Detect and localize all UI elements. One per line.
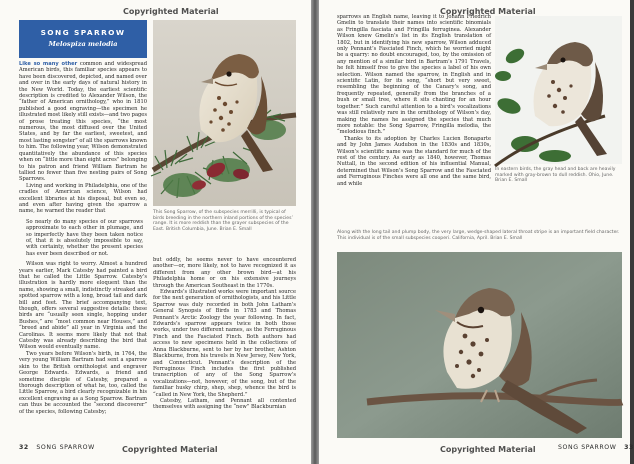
left-folio xyxy=(19,444,95,451)
species-header xyxy=(19,20,147,58)
paragraph: Thanks to its adoption by Charles Lucien Bonaparte and by John James Audubon in the 1830s and 1830s, Wilson’s scientific name was the standard for much of the rest of the century. As early as 1840, however, Thomas Nuttall, in the second edition of his influential Manual, determined that Wilson’s Song Sparrow and the Fasciated and Ferruginous Finches were all one and the same bird, and while xyxy=(337,135,491,187)
page-number-left: 32 xyxy=(19,444,29,451)
bottom-photo-caption: Along with the long tail and plump body, the very large, wedge-shaped lateral throat stripe is an important field character. This individual is of the small subspecies cooperi. California, April. Brian E. Small xyxy=(337,230,620,241)
song-sparrow-photo-merrilli xyxy=(153,20,296,206)
right-folio xyxy=(558,444,634,451)
left-column-text xyxy=(19,61,147,415)
watermark-top-left: Copyrighted Material xyxy=(123,7,219,16)
intro-paragraph: Like so many other common and widespread American birds, this familiar species appears to have been discovered, depicted, and named over and over in the early days of natural history in the New World. Today, the earliest scientific description is credited to Alexander Wilson, the “father of American ornithology,” who in 1810 published a good engraving—the specimen he illustrated most likely still exists—and two pages of prose treating this species, “the most numerous, the most diffused over the United States, and by far the earliest, sweetest, and most lasting songster” of all the sparrows known to him. The following year, Wilson demonstrated quantitatively the abundance of this species when on “little more than eight acres” belonging to his patron and friend William Bartram he tallied no fewer than five nesting pairs of Song Sparrows. xyxy=(19,61,147,183)
watermark-bottom-right: Copyrighted Material xyxy=(440,445,536,454)
paragraph: Two years before Wilson’s birth, in 1764, the very young William Bartram had sent a sparrow skin to the British ornithologist and engraver George Edwards. Edwards, a friend and sometime disciple of Catesby, prepared a thorough description of what he, too, called the Little Sparrow, a bird clearly recognizable in his excellent engraving as a Song Sparrow. Bartram can thus be accounted the “second discoverer” of the species, following Catesby; xyxy=(19,350,147,415)
left-photo-caption: This Song Sparrow, of the subspecies merrilli, is typical of birds breeding in the northern inland portions of the species’ range. It is more reddish than the grayer subspecies of the East. British Columbia, June. Brian E. Small xyxy=(153,210,293,233)
book-gutter xyxy=(311,0,319,464)
paragraph: Wilson was right to worry. Almost a hundred years earlier, Mark Catesby had painted a bird that he called the Little Sparrow. Catesby’s illustration is hardly more eloquent than the name, showing a small, indistinctly streaked and spotted sparrow with a long, broad tail and dark bill and feet. The brief accompanying text, though, offers several suggestive details: these birds are “usually seen single, hopping under Bushes,” are “most common near Houses,” and “breed and abide” all year in Virginia and the Carolinas. It seems more likely that not that Catesby was already describing the bird that Wilson would eventually name. xyxy=(19,261,147,351)
paragraph: Catesby, Latham, and Pennant all contented themselves with assigning the “new” Blackburnian xyxy=(153,397,296,411)
species-scientific-name: Melospiza melodia xyxy=(48,40,118,48)
song-sparrow-photo-eastern xyxy=(495,16,622,164)
paragraph: Edwards’s illustrated works were important source for the next generation of ornithologists, and his Little Sparrow was duly recorded in both John Latham’s General Synopsis of Birds in 1783 and Thomas Pennant’s Arctic Zoology the year following. In fact, Edwards’s sparrow appears twice in both those works, under two different names, as the Ferruginous Finch and the Fasciated Finch. Both authors had access to new specimens held in the collections of Anna Blackburne, sent to her by her brother, Ashton Blackburne, from his travels in New Jersey, New York, and Connecticut. Pennant’s description of the Ferruginous Finch includes the first published transcription of any of the Song Sparrow’s vocalizations—not, however, of the song, but of the familiar husky chirp, shep, shep, whence the bird is “called in New York, the Shepherd.” xyxy=(153,289,296,398)
running-head-right: SONG SPARROW xyxy=(558,444,617,451)
right-column-text xyxy=(337,14,491,187)
sparrow-on-pine-illustration xyxy=(153,20,296,206)
song-sparrow-photo-cooperi xyxy=(337,252,622,438)
species-title: SONG SPARROW xyxy=(40,28,126,37)
paragraph: but oddly, he seems never to have encountered another—or, more likely, not to have recognized it as different from any other brown bird—at his Philadelphia home or on his extensive journeys through the American Southeast in the 1770s. xyxy=(153,257,296,289)
paragraph: Living and working in Philadelphia, one of the cradles of American science, Wilson had excellent libraries at his disposal, but even so, and even after having given the sparrow a name, he warned the reader that xyxy=(19,182,147,215)
page-number-right: 33 xyxy=(624,444,634,451)
sparrow-perched-illustration xyxy=(495,16,622,164)
top-right-photo-caption: In eastern birds, the gray head and back are heavily marked with gray-brown to dull reddish. Ohio, June. Brian E. Small xyxy=(495,167,616,184)
sparrow-on-branch-illustration xyxy=(337,252,622,438)
lead-in: Like so many other xyxy=(19,61,78,67)
paragraph: sparrows an English name, leaving it to Johann Friedrich Gmelin to translate their names into scientific binomials as Fringilla fasciata and Fringilla ferruginea. Alexander Wilson knew Gmelin’s list in its English translation of 1802, but in identifying his new sparrow, Wilson adduced only Pennant’s Fasciated Finch, which he worried might be a quarry: no doubt encouraged, too, by the omission of any mention of a similar bird in Bartram’s 1791 Travels, he felt himself free to give the species a label of his own selection. Wilson named the sparrow, in English and in scientific Latin, for its song, “short but very sweet, resembling the beginning of the Canary’s song, and frequently repeated, generally from the branches of a bush or small tree, where it sits chanting for an hour together.” Such careful attention to a bird’s vocalizations was still relatively rare in the ornithology of Wilson’s day, making the names he assigned the species that much more notable: the Song Sparrow, Fringilla melodia, the “melodious finch.” xyxy=(337,14,491,136)
left-page xyxy=(0,0,311,464)
right-page xyxy=(319,0,634,464)
wilson-quote: So nearly do many species of our sparrows approximate to each other in plumage, and so imperfectly have they been taken notice of, that it is absolutely impossible to say, with certainty, whether the present species has ever been described or not. xyxy=(26,218,143,257)
left-column2-text xyxy=(153,257,296,411)
watermark-bottom-left: Copyrighted Material xyxy=(122,445,218,454)
watermark-top-right: Copyrighted Material xyxy=(440,7,536,16)
running-head-left: SONG SPARROW xyxy=(36,444,95,451)
